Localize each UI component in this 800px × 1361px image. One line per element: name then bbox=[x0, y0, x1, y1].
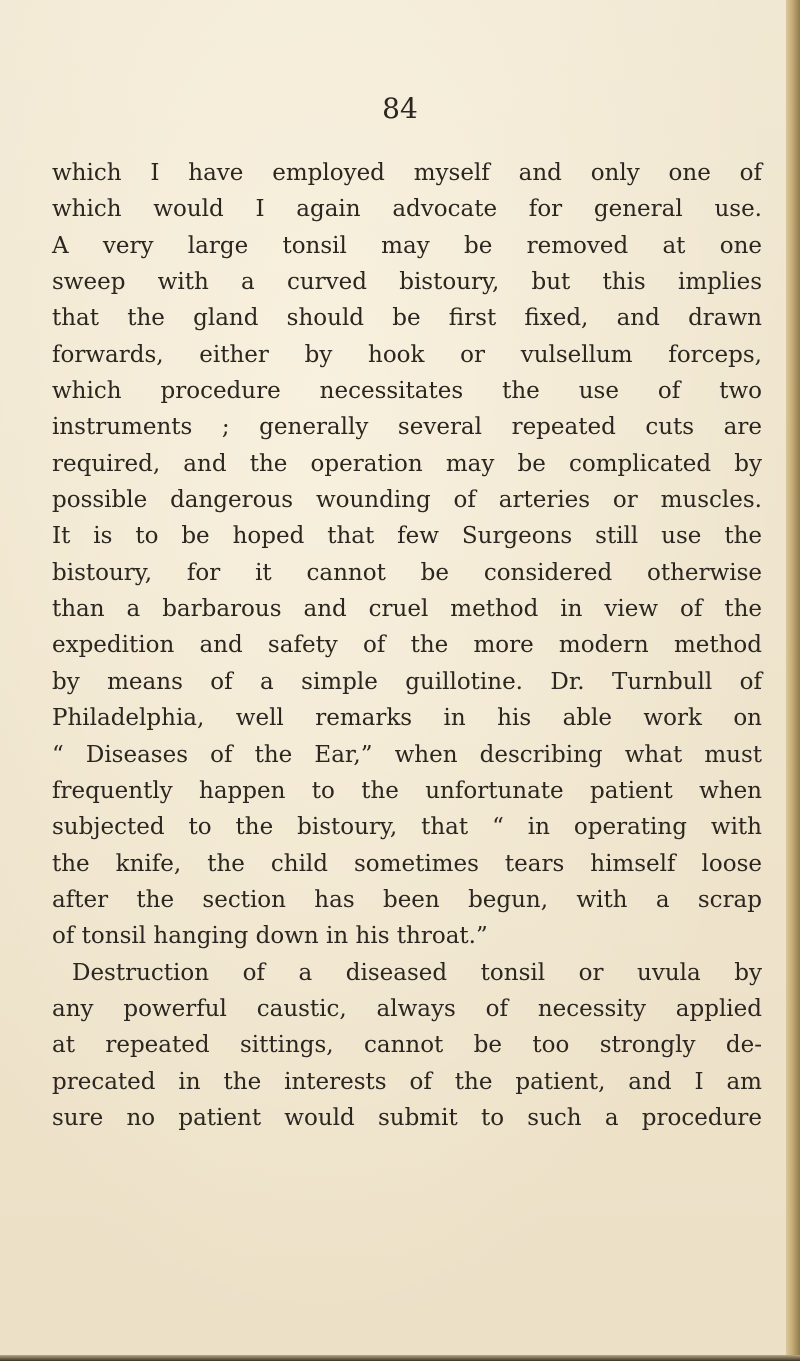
text-line: than a barbarous and cruel method in view of the bbox=[52, 596, 762, 623]
text-line: forwards, either by hook or vulsellum forceps, bbox=[52, 341, 762, 368]
text-line: that the gland should be first fixed, and drawn bbox=[52, 305, 762, 332]
page-bottom-edge bbox=[0, 1355, 800, 1361]
text-line: It is to be hoped that few Surgeons still use the bbox=[52, 523, 762, 550]
text-line: the knife, the child sometimes tears himself loose bbox=[52, 850, 762, 877]
text-line: expedition and safety of the more modern method bbox=[52, 632, 762, 659]
text-line: “ Diseases of the Ear,” when describing what must bbox=[52, 741, 762, 768]
text-line: A very large tonsil may be removed at one bbox=[52, 232, 762, 259]
text-line: which I have employed myself and only one of bbox=[52, 160, 762, 186]
text-line: precated in the interests of the patient, and I am bbox=[52, 1068, 762, 1095]
page-number: 84 bbox=[382, 92, 418, 125]
text-line: instruments ; generally several repeated cuts are bbox=[52, 414, 762, 441]
text-line: by means of a simple guillotine. Dr. Turnbull of bbox=[52, 668, 762, 695]
text-line: possible dangerous wounding of arteries or muscles. bbox=[52, 487, 762, 514]
text-line: subjected to the bistoury, that “ in operating with bbox=[52, 814, 762, 841]
text-line: required, and the operation may be complicated by bbox=[52, 450, 762, 477]
page-edge-shadow bbox=[786, 0, 800, 1361]
text-line: Philadelphia, well remarks in his able work on bbox=[52, 705, 762, 732]
text-line: bistoury, for it cannot be considered otherwise bbox=[52, 559, 762, 586]
text-line: after the section has been begun, with a scrap bbox=[52, 886, 762, 913]
text-line: which procedure necessitates the use of two bbox=[52, 378, 762, 405]
text-line: sure no patient would submit to such a procedure bbox=[52, 1104, 762, 1131]
text-line: any powerful caustic, always of necessity applied bbox=[52, 995, 762, 1022]
text-line: which would I again advocate for general use. bbox=[52, 196, 762, 223]
text-line: Destruction of a diseased tonsil or uvula by bbox=[72, 959, 762, 986]
body-text bbox=[52, 155, 762, 1136]
text-line: at repeated sittings, cannot be too strongly de- bbox=[52, 1032, 762, 1059]
text-line: of tonsil hanging down in his throat.” bbox=[52, 923, 488, 950]
text-line: frequently happen to the unfortunate patient when bbox=[52, 777, 762, 804]
text-line: sweep with a curved bistoury, but this implies bbox=[52, 269, 762, 296]
